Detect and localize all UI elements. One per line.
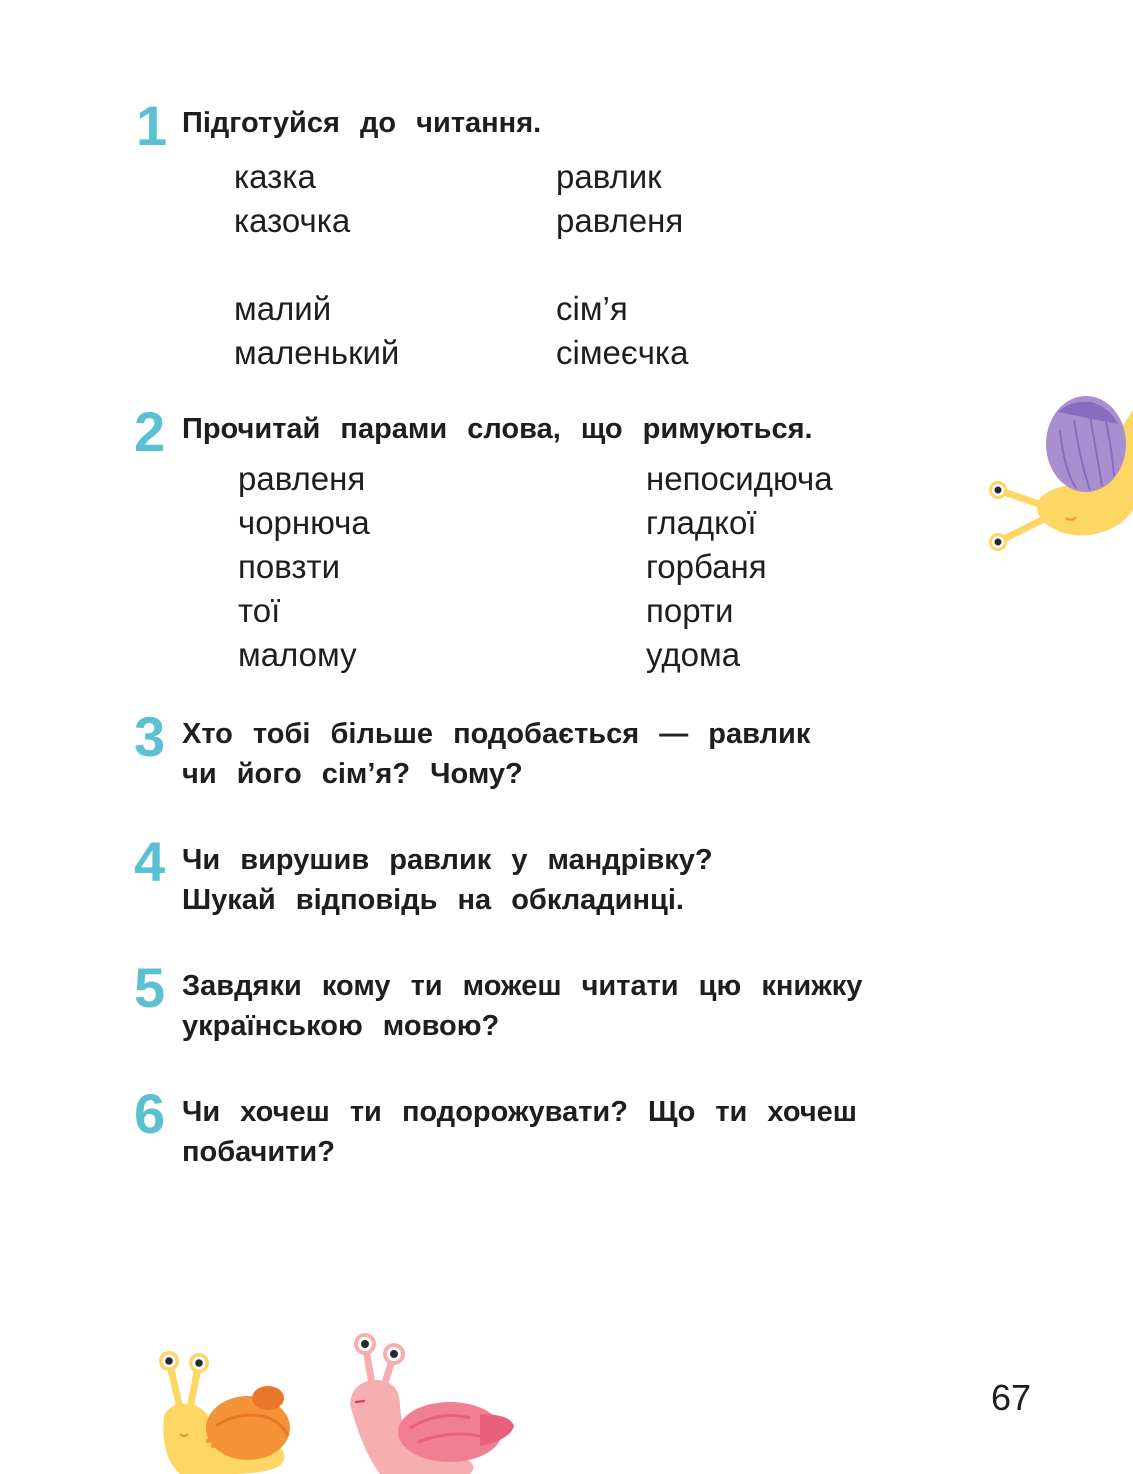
task-number-6: 6: [134, 1082, 166, 1145]
task-4-instruction-line-1: Чи вирушив равлик у мандрівку?: [182, 844, 713, 876]
orange-shell: [206, 1386, 290, 1460]
task1-word: сім’я: [556, 290, 628, 327]
task2-word: повзти: [238, 548, 341, 585]
eye-icon: [189, 1353, 209, 1373]
task-number-4: 4: [134, 830, 166, 893]
task-number-2: 2: [134, 400, 166, 463]
eye-icon: [354, 1333, 376, 1355]
eye-icon: [989, 533, 1007, 551]
task-5-instruction-line-1: Завдяки кому ти можеш читати цю книжку: [182, 970, 863, 1002]
task-1-instruction: Підготуйся до читання.: [182, 107, 542, 139]
snail-pink-illustration: [340, 1330, 520, 1474]
task-2-instruction: Прочитай парами слова, що римуються.: [182, 413, 813, 445]
task-3-instruction-line-2: чи його сім’я? Чому?: [182, 758, 523, 790]
task-5-instruction-line-2: українською мовою?: [182, 1010, 500, 1042]
task-4-instruction-line-2: Шукай відповідь на обкладинці.: [182, 884, 684, 916]
snail-purple-shell-illustration: [980, 390, 1133, 560]
task-3-instruction-line-1: Хто тобі більше подобається — равлик: [182, 718, 811, 750]
task1-word: казка: [234, 158, 316, 195]
task2-word: гладкої: [646, 504, 757, 541]
task2-word: порти: [646, 592, 734, 629]
task-number-5: 5: [134, 956, 166, 1019]
task2-word: равленя: [238, 460, 366, 497]
task1-word: равлик: [556, 158, 662, 195]
eye-icon: [159, 1351, 179, 1371]
task-6-instruction-line-2: побачити?: [182, 1136, 335, 1168]
task1-word: казочка: [234, 202, 351, 239]
task-6-instruction-line-1: Чи хочеш ти подорожувати? Що ти хочеш: [182, 1096, 857, 1128]
pink-shell: [398, 1402, 514, 1462]
eye-icon: [989, 481, 1007, 499]
task2-word: непосидюча: [646, 460, 833, 497]
task2-word: тої: [238, 592, 281, 629]
page-number: 67: [991, 1377, 1032, 1418]
task1-word: маленький: [234, 334, 400, 371]
purple-shell: [1046, 396, 1126, 492]
task2-word: удома: [646, 636, 741, 673]
task-number-3: 3: [134, 705, 166, 768]
task1-word: сімеєчка: [556, 334, 689, 371]
task-number-1: 1: [136, 94, 168, 157]
task2-word: горбаня: [646, 548, 767, 585]
task1-word: равленя: [556, 202, 684, 239]
snail-orange-shell-illustration: [150, 1346, 300, 1474]
task1-word: малий: [234, 290, 332, 327]
eye-icon: [383, 1343, 405, 1365]
task2-word: малому: [238, 636, 357, 673]
task2-word: чорнюча: [238, 504, 370, 541]
